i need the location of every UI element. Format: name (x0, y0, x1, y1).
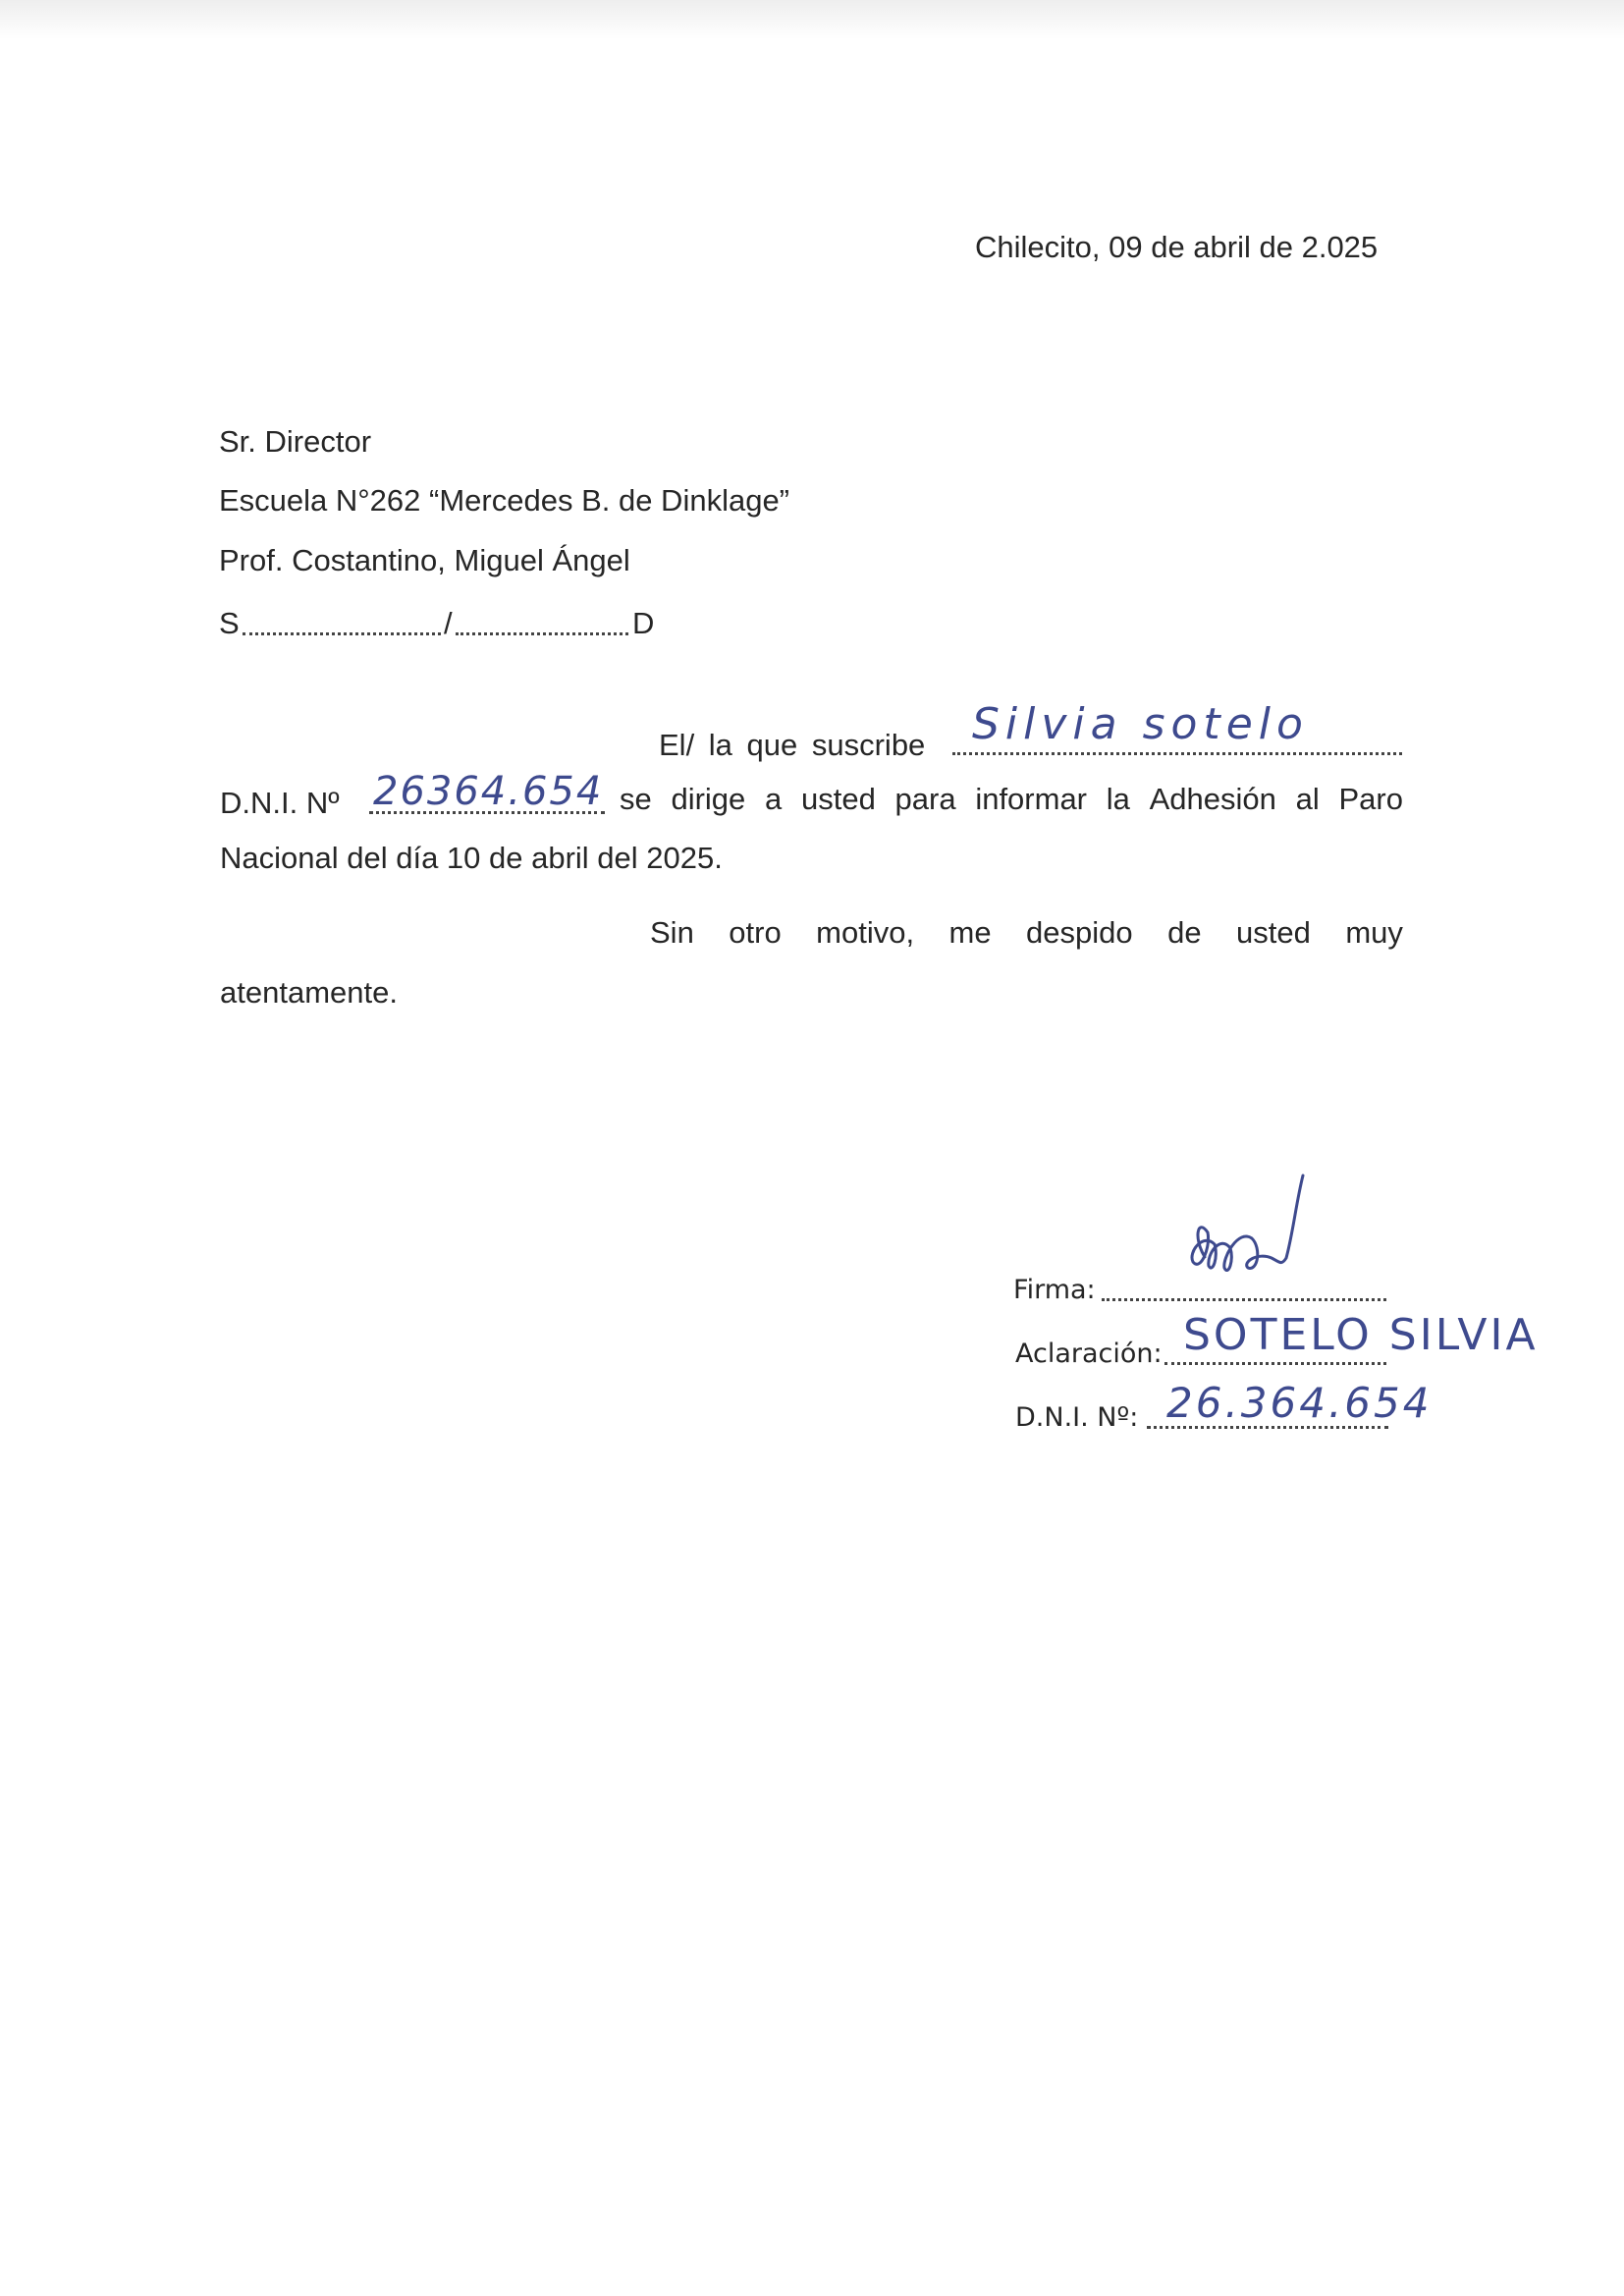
handwritten-name: Silvia sotelo (972, 699, 1309, 749)
line2-word: se (620, 782, 652, 816)
closing-word: muy (1345, 915, 1403, 950)
aclaracion-dots (1164, 1362, 1386, 1365)
firma-dots (1102, 1298, 1386, 1301)
closing-word: me (948, 915, 992, 950)
line2-word: Paro (1338, 782, 1403, 816)
line2-word: dirige (671, 782, 746, 816)
recipient-title: Sr. Director (219, 424, 372, 459)
recipient-name: Prof. Costantino, Miguel Ángel (219, 543, 630, 577)
sd-slash: / (444, 606, 453, 640)
sd-d: D (632, 606, 655, 640)
line2-word: Adhesión (1149, 782, 1276, 816)
dni-label: D.N.I. Nº (220, 786, 340, 820)
line2-word: usted (800, 782, 876, 816)
intro-label: El/ la que suscribe (659, 728, 926, 762)
line2-word: informar (975, 782, 1088, 816)
firma-label: Firma: (1013, 1275, 1096, 1305)
sd-s: S (219, 606, 240, 640)
line2-word: a (765, 782, 783, 816)
handwritten-aclaracion: SOTELO SILVIA (1183, 1310, 1539, 1360)
aclaracion-label: Aclaración: (1015, 1339, 1163, 1369)
body-line-2 (620, 784, 1403, 814)
handwritten-dni: 26364.654 (373, 769, 604, 814)
place-date: Chilecito, 09 de abril de 2.025 (975, 230, 1379, 264)
intro-dots (952, 752, 1402, 755)
line2-word: para (894, 782, 956, 816)
closing-word: de (1167, 915, 1202, 950)
sd-dots-2 (456, 632, 628, 635)
handwritten-dni-signature: 26.364.654 (1166, 1379, 1433, 1427)
closing-word: usted (1236, 915, 1311, 950)
closing-line (650, 917, 1403, 948)
closing-word: despido (1026, 915, 1133, 950)
body-line-3: Nacional del día 10 de abril del 2025. (220, 841, 723, 875)
closing-word: otro (729, 915, 782, 950)
closing-end: atentamente. (220, 975, 398, 1010)
closing-word: Sin (650, 915, 694, 950)
closing-word: motivo, (816, 915, 915, 950)
recipient-school: Escuela N°262 “Mercedes B. de Dinklage” (219, 483, 790, 518)
line2-word: al (1295, 782, 1320, 816)
signature-scribble (1164, 1164, 1321, 1296)
line2-word: la (1106, 782, 1130, 816)
dni-label-signature: D.N.I. Nº: (1015, 1402, 1139, 1433)
sd-dots-1 (243, 632, 441, 635)
scan-shadow (0, 0, 1624, 39)
